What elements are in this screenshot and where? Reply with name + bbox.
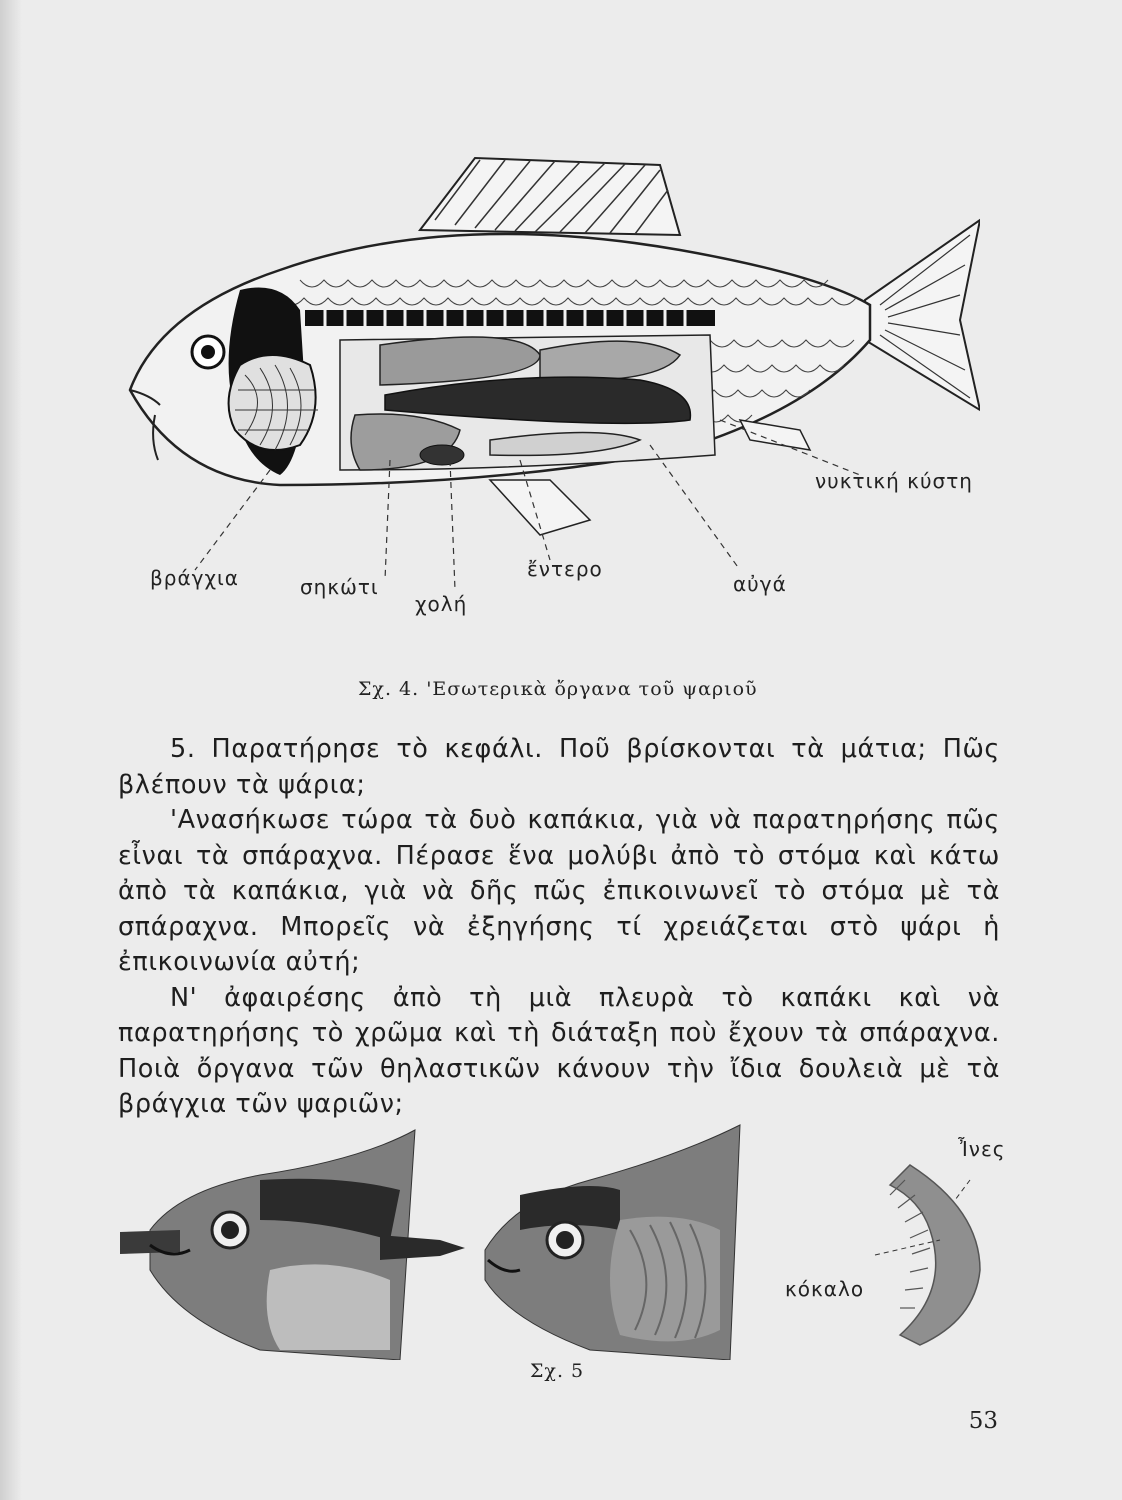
body-text	[118, 732, 1000, 1123]
label-branchia: βράγχια	[150, 566, 239, 590]
figure5-caption: Σχ. 5	[530, 1360, 585, 1382]
book-spine-shadow	[0, 0, 22, 1500]
fish-heads-illustration	[120, 1120, 1000, 1360]
paragraph-3: Ν' ἀφαιρέσης ἀπὸ τὴ μιὰ πλευρὰ τὸ καπάκι καὶ νὰ παρατηρήσης τὸ χρῶμα καὶ τὴ διάταξη ποὺ ἔχουν τὰ σπάραχνα. Ποιὰ ὄργανα τῶν θηλαστικῶν κάνουν τὴν ἴδια δουλειὰ μὲ τὰ βράγχια τῶν ψαριῶν;	[118, 982, 1000, 1119]
label-intestine: ἔντερο	[527, 557, 603, 581]
label-bone: κόκαλο	[785, 1277, 865, 1301]
page-number: 53	[968, 1408, 998, 1434]
label-roe: αὐγά	[733, 572, 787, 596]
label-fibers: Ἶνες	[958, 1137, 1006, 1161]
paragraph-2: 'Ανασήκωσε τώρα τὰ δυὸ καπάκια, γιὰ νὰ παρατηρήσης πῶς εἶναι τὰ σπάραχνα. Πέρασε ἕνα μολύβι ἀπὸ τὸ στόμα καὶ κάτω ἀπὸ τὰ καπάκια, γιὰ νὰ δῆς πῶς ἐπικοινωνεῖ τὸ στόμα μὲ τὰ σπάραχνα. Μπορεῖς νὰ ἐξηγήσης τί χρειάζεται στὸ ψάρι ἡ ἐπικοινωνία αὐτή;	[118, 805, 1000, 977]
label-liver: σηκώτι	[300, 575, 379, 599]
paragraph-1: 5. Παρατήρησε τὸ κεφάλι. Ποῦ βρίσκονται τὰ μάτια; Πῶς βλέπουν τὰ ψάρια;	[118, 734, 1000, 800]
fish-anatomy-illustration	[120, 140, 980, 620]
figure4-caption: Σχ. 4. 'Εσωτερικὰ ὄργανα τοῦ ψαριοῦ	[358, 678, 758, 700]
label-swim-bladder: νυκτική κύστη	[815, 469, 973, 493]
label-bile: χολή	[415, 592, 468, 616]
